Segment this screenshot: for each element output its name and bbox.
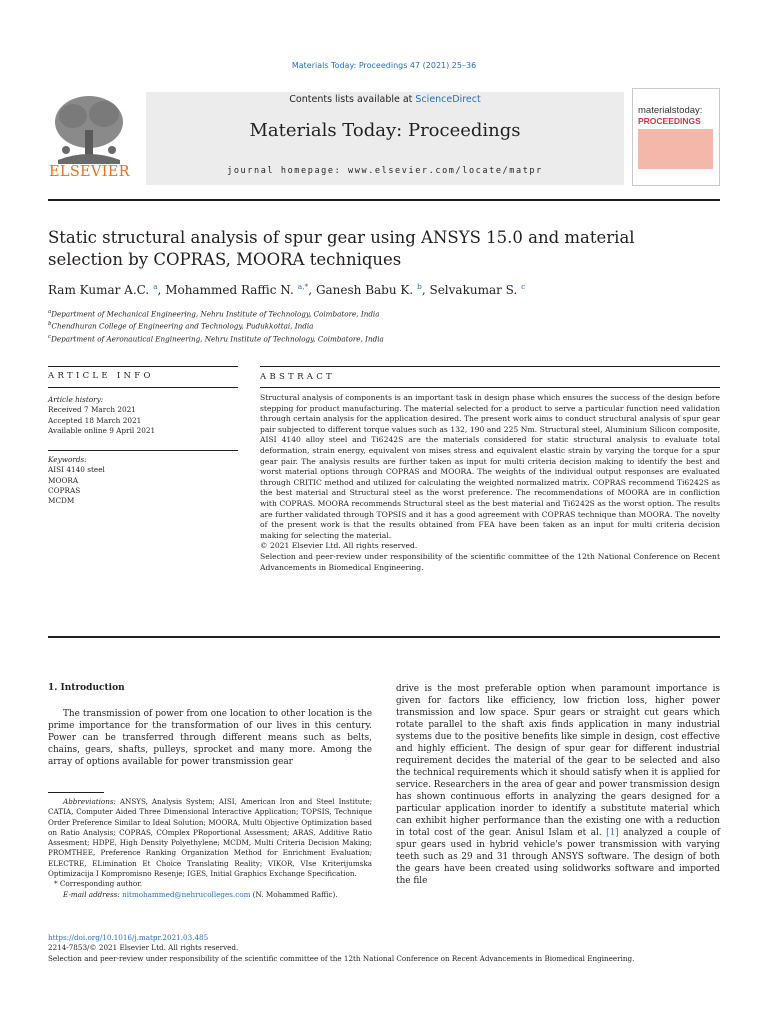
cover-subtitle: PROCEEDINGS <box>638 116 701 126</box>
article-info-top-rule <box>48 366 238 367</box>
author-affiliation-mark[interactable]: a,* <box>297 282 309 291</box>
cover-image <box>638 129 713 169</box>
abstract-paragraph: Structural analysis of components is an important task in design phase which ensures the success of the design before stepping for product manufacturing. The material selected for a product to serve a particular function need validation through certain analysis for the application desired. The present work aims to conduct structural analysis of spur gear pair subjected to different torque values such as 132, 190 and 225 Nm. Structural steel, Aluminium Silicon composite, AISI 4140 alloy steel and Ti6242S are the materials considered for static structural analysis to evaluate total deformation, strain energy, equivalent von mises stress and equivalent elastic strain by varying the torque for a spur gear pair. The analysis results are further taken as input for multi criteria decision making to identify the best and worst material options through COPRAS and MOORA. The weights of the individual output responses are evaluated through CRITIC method and utilized for calculating the weighted normalized matrix. COPRAS recommend Ti6242S as the best material and Structural steel as the worst preference. The recommendations of MOORA are in confliction with COPRAS. MOORA recommends Structural steel as the best material and Ti6242S as the worst option. The results are further validated through TOPSIS and it has a good agreement with COPRAS technique than MOORA. The novelty of the present work is that the results obtained from FEA have been taken as an input for multi criteria decision making for selecting the material. <box>260 393 720 540</box>
history-accepted: Accepted 18 March 2021 <box>48 415 142 425</box>
journal-masthead <box>48 84 720 194</box>
masthead-divider <box>48 199 720 201</box>
reference-link[interactable]: [1] <box>606 828 619 838</box>
affiliation: $^c$Department of Aeronautical Engineering, Nehru Institute of Technology, Coimbatore, India <box>48 333 384 344</box>
journal-citation-link[interactable]: Materials Today: Proceedings 47 (2021) 25–36 <box>291 61 477 70</box>
abstract-copyright: © 2021 Elsevier Ltd. All rights reserved. <box>260 541 418 551</box>
email-note: E-mail address: nitmohammed@nehrucolleges.com (N. Mohammed Raffic). <box>63 889 338 899</box>
keyword: MCDM <box>48 496 75 506</box>
intro-paragraph-continued: drive is the most preferable option when paramount importance is given for factors like efficiency, low friction loss, higher power transmission and low space. Spur gears or straight cut gears which rotate parallel to the shaft axis finds application in many industrial systems due to the positive benefits like simple in design, cost effective and highly efficient. The design of spur gear for different industrial requirement decides the material of the gear to be selected and also the technical requirements which it should satisfy when it is applied for service. Researchers in the area of gear and power transmission design has shown continuous efforts in analyzing the gears designed for a particular application inorder to identify a substitute material which can exhibit higher performance than the existing one with a reduction in total cost of the gear. Anisul Islam et al. [1] analyzed a couple of spur gears used in hybrid vehicle's power transmission with varying teeth such as 29 and 31 through ANSYS software. The design of both the gears have been created using solidworks software and imported the file <box>396 684 721 886</box>
author-name[interactable]: Mohammed Raffic N. <box>165 283 294 297</box>
email-link[interactable]: nitmohammed@nehrucolleges.com <box>122 889 251 899</box>
section-heading-introduction: 1. Introduction <box>48 683 125 693</box>
abstract-divider <box>260 387 720 388</box>
history-received: Received 7 March 2021 <box>48 405 136 415</box>
issn-line: 2214-7853/© 2021 Elsevier Ltd. All rights reserved. <box>48 943 239 953</box>
intro-left-column <box>48 708 372 768</box>
author-affiliation-mark[interactable]: a <box>153 282 158 291</box>
author-affiliation-mark[interactable]: b <box>417 282 422 291</box>
affiliation: $^b$Chendhuran College of Engineering and Technology, Pudukkottai, India <box>48 321 314 331</box>
author-separator: , <box>157 283 166 297</box>
abstract-review-note: Selection and peer-review under responsibility of the scientific committee of the 12th National Conference on Recent Advancements in Biomedical Engineering. <box>260 551 720 572</box>
front-matter-divider <box>48 636 720 638</box>
author-name[interactable]: Selvakumar S. <box>429 283 518 297</box>
article-info-divider <box>48 387 238 388</box>
keywords-label: Keywords: <box>48 455 87 464</box>
article-history <box>48 395 238 436</box>
author-list <box>48 282 728 297</box>
abstract-top-rule <box>260 366 720 367</box>
journal-homepage[interactable]: journal homepage: www.elsevier.com/locate/matpr <box>227 166 543 176</box>
affiliation: $^a$Department of Mechanical Engineering, Nehru Institute of Technology, Coimbatore, India <box>48 309 380 319</box>
article-title: Static structural analysis of spur gear using ANSYS 15.0 and material selection by COPRAS, MOORA techniques <box>48 228 635 269</box>
footnotes <box>48 797 372 900</box>
cover-title: materialstoday: <box>638 105 703 116</box>
doi-link[interactable]: https://doi.org/10.1016/j.matpr.2021.03.485 <box>48 933 209 942</box>
keywords <box>48 455 238 506</box>
abstract-heading: ABSTRACT <box>260 372 335 382</box>
footer-review-note: Selection and peer-review under responsibility of the scientific committee of the 12th National Conference on Recent Advancements in Biomedical Engineering. <box>48 953 635 963</box>
history-label: Article history: <box>48 395 104 404</box>
journal-cover-thumbnail[interactable] <box>632 88 720 186</box>
abbreviations-footnote: Abbreviations: ANSYS, Analysis System; AISI, American Iron and Steel Institute; CATIA, Computer Aided Three Dimensional Interactive Application; TOPSIS, Technique Order Preference Similar to Ideal Solution; MOORA, Multi Objective Optimization based on Ratio Analysis; COPRAS, COmplex PRoportional Assessment; ARAS, Additive Ratio Assesment; HDPE, High Density Polyethylene; MCDM, Multi Criteria Decision Making; PROMTHEE, Preference Ranking Organization Method for Enrichment Evaluation; ELECTRE, ELimination Et Choice Translating Reality; VIKOR, VIse Kriterijumska Optimizacija I Kompromisno Resenje; IGES, Initial Graphics Exchange Specification. <box>48 797 372 879</box>
author-name[interactable]: Ram Kumar A.C. <box>48 283 150 297</box>
elsevier-wordmark: ELSEVIER <box>49 164 130 180</box>
keyword: MOORA <box>48 475 79 485</box>
sciencedirect-link[interactable]: ScienceDirect <box>415 94 481 105</box>
keyword: COPRAS <box>48 485 81 495</box>
author-name[interactable]: Ganesh Babu K. <box>315 283 414 297</box>
abstract-body <box>260 393 720 573</box>
footnote-rule <box>48 792 104 793</box>
author-affiliation-mark[interactable]: c <box>521 282 526 291</box>
contents-line <box>146 94 624 105</box>
page-footer <box>48 933 720 964</box>
intro-paragraph: The transmission of power from one location to other location is the prime importance for the transformation of our lives in this century. Power can be transferred through different means such as belts, chains, gears, shafts, pulleys, sprocket and many more. Among the array of options available for power transmission gear <box>48 709 372 767</box>
intro-right-column <box>396 683 720 887</box>
keywords-divider <box>48 450 238 451</box>
keyword: AISI 4140 steel <box>48 465 105 475</box>
history-online: Available online 9 April 2021 <box>48 425 156 435</box>
affiliation-list <box>48 307 728 344</box>
author-separator: , <box>421 283 430 297</box>
contents-prefix: Contents lists available at <box>289 94 416 105</box>
author-separator: , <box>308 283 316 297</box>
corresponding-author-note: * Corresponding author. <box>54 879 143 889</box>
journal-title: Materials Today: Proceedings <box>249 120 521 141</box>
article-info-heading: ARTICLE INFO <box>48 371 154 381</box>
